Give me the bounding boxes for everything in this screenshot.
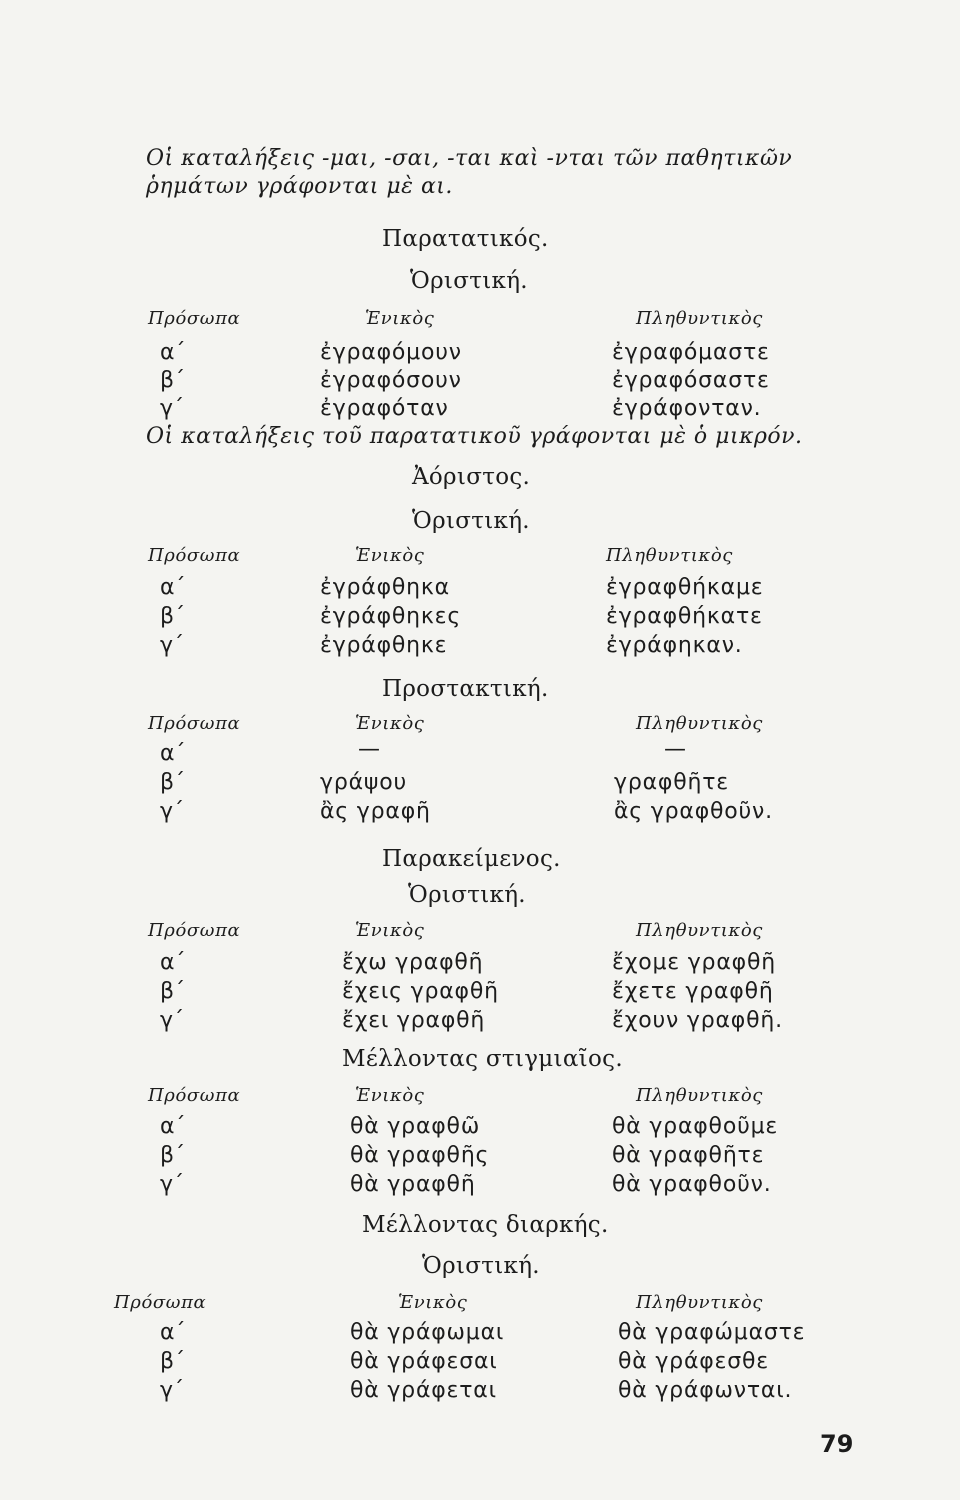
singular-form: —	[358, 737, 381, 762]
plural-form: ἔχετε γραφθῆ	[612, 979, 774, 1004]
person-label: β΄	[160, 770, 186, 795]
person-label: α΄	[160, 340, 186, 365]
person-label: α΄	[160, 1320, 186, 1345]
singular-form: ἐγραφόσουν	[320, 368, 462, 393]
mood-heading-imperative: Προστακτική.	[382, 676, 549, 702]
singular-form: θὰ γράφεται	[350, 1378, 497, 1403]
person-label: α΄	[160, 1114, 186, 1139]
singular-form: θὰ γράφεσαι	[350, 1349, 498, 1374]
plural-form: θὰ γραφθοῦν.	[612, 1172, 772, 1197]
singular-form: ἔχεις γραφθῆ	[342, 979, 499, 1004]
singular-form: ἂς γραφῆ	[320, 799, 431, 824]
person-label: β΄	[160, 1349, 186, 1374]
mood-heading-indicative: Ὁριστική.	[422, 1253, 540, 1279]
mood-heading-indicative: Ὁριστική.	[408, 882, 526, 908]
plural-header: Πληθυντικὸς	[606, 545, 733, 566]
singular-header: Ἑνικὸς	[355, 545, 425, 566]
plural-form: —	[664, 737, 687, 762]
person-label: γ΄	[160, 396, 185, 421]
intro-line-2: ῥημάτων γράφονται μὲ αι.	[146, 174, 453, 199]
singular-form: ἐγράφθηκε	[320, 633, 448, 658]
person-label: γ΄	[160, 1172, 185, 1197]
plural-form: ἐγραφόσαστε	[612, 368, 770, 393]
plural-form: θὰ γράφωνται.	[618, 1378, 793, 1403]
singular-form: ἐγράφθηκες	[320, 604, 462, 629]
tense-heading-simple-future: Μέλλοντας στιγμιαῖος.	[342, 1046, 623, 1072]
singular-form: ἔχει γραφθῆ	[342, 1008, 486, 1033]
plural-form: ἐγράφονταν.	[612, 396, 762, 421]
imperfect-note: Οἱ καταλήξεις τοῦ παρατατικοῦ γράφονται μὲ ὁ μικρόν.	[146, 424, 803, 449]
person-label: β΄	[160, 1143, 186, 1168]
plural-form: ἐγράφηκαν.	[606, 633, 743, 658]
singular-form: ἔχω γραφθῆ	[342, 950, 484, 975]
tense-heading-perfect: Παρακείμενος.	[382, 846, 561, 872]
singular-form: θὰ γραφθῶ	[350, 1114, 481, 1139]
singular-header: Ἑνικὸς	[355, 920, 425, 941]
plural-form: ἐγραφθήκαμε	[606, 575, 764, 600]
plural-form: ἔχουν γραφθῆ.	[612, 1008, 783, 1033]
singular-form: ἐγράφθηκα	[320, 575, 450, 600]
tense-heading-imperfect: Παρατατικός.	[382, 226, 549, 252]
plural-header: Πληθυντικὸς	[636, 920, 763, 941]
plural-form: θὰ γραφθοῦμε	[612, 1114, 779, 1139]
person-label: γ΄	[160, 1008, 185, 1033]
persons-header: Πρόσωπα	[148, 308, 241, 329]
tense-heading-aorist: Ἀόριστος.	[412, 464, 531, 490]
plural-form: θὰ γραφθῆτε	[612, 1143, 765, 1168]
person-label: α΄	[160, 950, 186, 975]
person-label: β΄	[160, 368, 186, 393]
singular-header: Ἑνικὸς	[398, 1292, 468, 1313]
plural-form: ἔχομε γραφθῆ	[612, 950, 776, 975]
singular-header: Ἑνικὸς	[355, 1085, 425, 1106]
mood-heading-indicative: Ὁριστική.	[410, 268, 528, 294]
plural-form: θὰ γράφεσθε	[618, 1349, 769, 1374]
singular-form: θὰ γράφωμαι	[350, 1320, 505, 1345]
plural-header: Πληθυντικὸς	[636, 308, 763, 329]
plural-header: Πληθυντικὸς	[636, 1085, 763, 1106]
singular-form: θὰ γραφθῆς	[350, 1143, 490, 1168]
plural-form: ἐγραφθήκατε	[606, 604, 763, 629]
singular-form: γράψου	[320, 770, 407, 795]
person-label: α΄	[160, 575, 186, 600]
plural-header: Πληθυντικὸς	[636, 713, 763, 734]
singular-form: ἐγραφόμουν	[320, 340, 462, 365]
plural-form: γραφθῆτε	[614, 770, 729, 795]
persons-header: Πρόσωπα	[148, 545, 241, 566]
tense-heading-continuous-future: Μέλλοντας διαρκής.	[362, 1212, 609, 1238]
person-label: γ΄	[160, 1378, 185, 1403]
person-label: γ΄	[160, 799, 185, 824]
persons-header: Πρόσωπα	[148, 1085, 241, 1106]
person-label: γ΄	[160, 633, 185, 658]
persons-header: Πρόσωπα	[148, 713, 241, 734]
person-label: α΄	[160, 741, 186, 766]
plural-form: θὰ γραφώμαστε	[618, 1320, 806, 1345]
singular-header: Ἑνικὸς	[365, 308, 435, 329]
plural-form: ἂς γραφθοῦν.	[614, 799, 773, 824]
intro-line-1: Οἱ καταλήξεις -μαι, -σαι, -ται καὶ -νται τῶν παθητικῶν	[146, 146, 793, 171]
plural-form: ἐγραφόμαστε	[612, 340, 770, 365]
singular-header: Ἑνικὸς	[355, 713, 425, 734]
singular-form: θὰ γραφθῆ	[350, 1172, 476, 1197]
persons-header: Πρόσωπα	[114, 1292, 207, 1313]
persons-header: Πρόσωπα	[148, 920, 241, 941]
person-label: β΄	[160, 979, 186, 1004]
mood-heading-indicative: Ὁριστική.	[412, 508, 530, 534]
singular-form: ἐγραφόταν	[320, 396, 449, 421]
person-label: β΄	[160, 604, 186, 629]
plural-header: Πληθυντικὸς	[636, 1292, 763, 1313]
page-number: 79	[820, 1430, 854, 1458]
